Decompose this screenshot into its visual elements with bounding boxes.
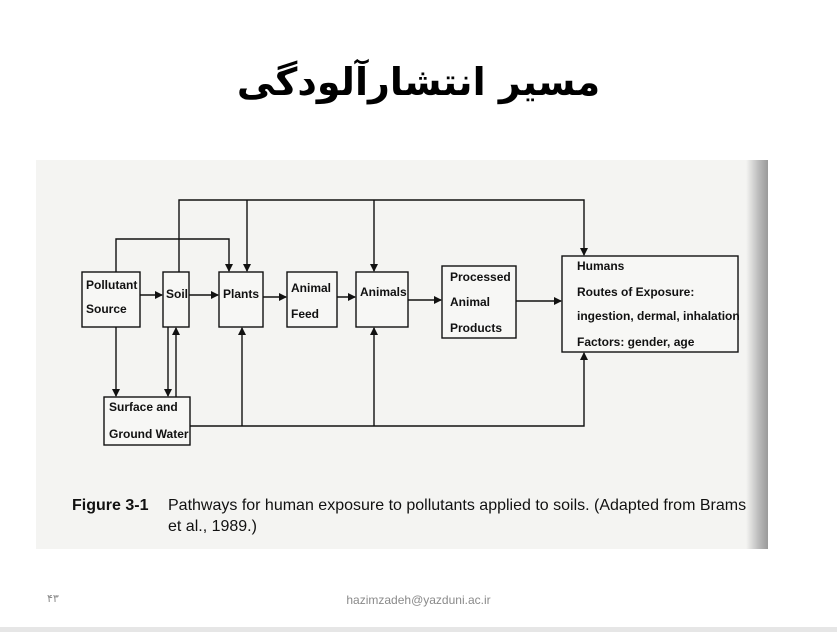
scan-shadow-edge: [746, 160, 768, 549]
footer-email: hazimzadeh@yazduni.ac.ir: [346, 593, 491, 607]
plants-label: Plants: [223, 287, 260, 301]
pathway-diagram: [36, 160, 768, 549]
soil-label: Soil: [166, 287, 189, 301]
humans-label: Humans Routes of Exposure: ingestion, dermal, inhalation Factors: gender, age: [577, 259, 740, 349]
animal-feed-label: Animal Feed: [291, 281, 332, 321]
page-number: ۴۳: [47, 592, 59, 605]
figure-caption: [72, 495, 752, 537]
scanned-figure: [36, 160, 768, 549]
figure-label: Figure 3-1: [72, 497, 149, 514]
slide-title: مسیر انتشارآلودگی: [236, 60, 601, 104]
processed-products-label: Processed Animal Products: [450, 270, 511, 335]
bottom-bar: [0, 627, 837, 632]
surface-water-label: Surface and Ground Water: [109, 400, 189, 441]
figure-caption-text: Pathways for human exposure to pollutants applied to soils. (Adapted from Brams et al., 1989.): [168, 497, 747, 535]
animals-box: [356, 272, 408, 327]
pollutant-source-label: Pollutant Source: [86, 278, 138, 316]
animals-label: Animals: [360, 285, 407, 299]
